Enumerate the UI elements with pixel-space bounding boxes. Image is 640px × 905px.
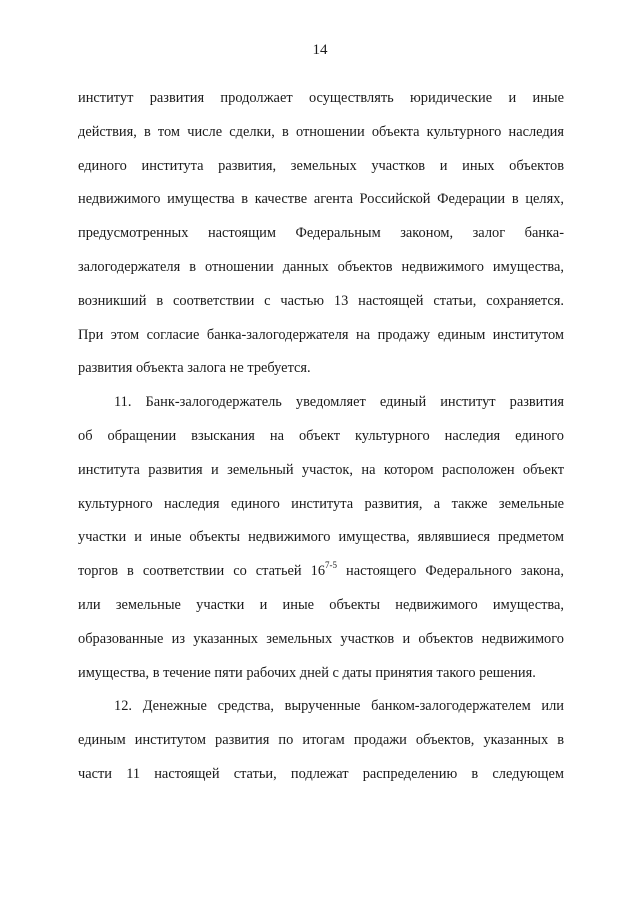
text-line: участки и иные объекты недвижимого имущества, являвшиеся предметом [78, 529, 564, 546]
text-line: При этом согласие банка-залогодержателя на продажу единым институтом [78, 326, 564, 343]
text-line: 11. Банк-залогодержатель уведомляет единый институт развития [114, 394, 564, 411]
text-line: единого института развития, земельных участков и иных объектов [78, 157, 564, 174]
paragraph-continuation [78, 82, 564, 386]
text-line: развития объекта залога не требуется. [78, 360, 311, 377]
paragraph-item-12 [78, 690, 564, 791]
text-line: недвижимого имущества в качестве агента Российской Федерации в целях, [78, 191, 564, 208]
superscript: 7-5 [325, 560, 338, 571]
text-line: института развития и земельный участок, на котором расположен объект [78, 461, 564, 478]
text-line: части 11 настоящей статьи, подлежат распределению в следующем [78, 765, 564, 782]
text-line-with-superscript [78, 555, 564, 589]
text-fragment: торгов в соответствии со статьей 16 [78, 563, 326, 580]
text-line: или земельные участки и иные объекты недвижимого имущества, [78, 596, 564, 613]
text-line: предусмотренных настоящим Федеральным законом, залог банка- [78, 225, 564, 242]
text-line: единым институтом развития по итогам продажи объектов, указанных в [78, 732, 564, 749]
text-line: залогодержателя в отношении данных объектов недвижимого имущества, [78, 258, 564, 275]
text-line: возникший в соответствии с частью 13 настоящей статьи, сохраняется. [78, 292, 564, 309]
text-line: образованные из указанных земельных участков и объектов недвижимого [78, 630, 564, 647]
text-line: культурного наследия единого института развития, а также земельные [78, 495, 564, 512]
page-number: 14 [312, 42, 328, 58]
paragraph-item-11 [78, 386, 564, 690]
text-line: 12. Денежные средства, вырученные банком-залогодержателем или [114, 698, 564, 715]
text-line: институт развития продолжает осуществлять юридические и иные [78, 90, 564, 106]
document-body [78, 82, 564, 792]
text-line: об обращении взыскания на объект культурного наследия единого [78, 427, 564, 444]
text-line: имущества, в течение пяти рабочих дней с даты принятия такого решения. [78, 664, 536, 681]
text-line: действия, в том числе сделки, в отношении объекта культурного наследия [78, 123, 564, 140]
text-fragment: настоящего Федерального закона, [337, 563, 564, 580]
